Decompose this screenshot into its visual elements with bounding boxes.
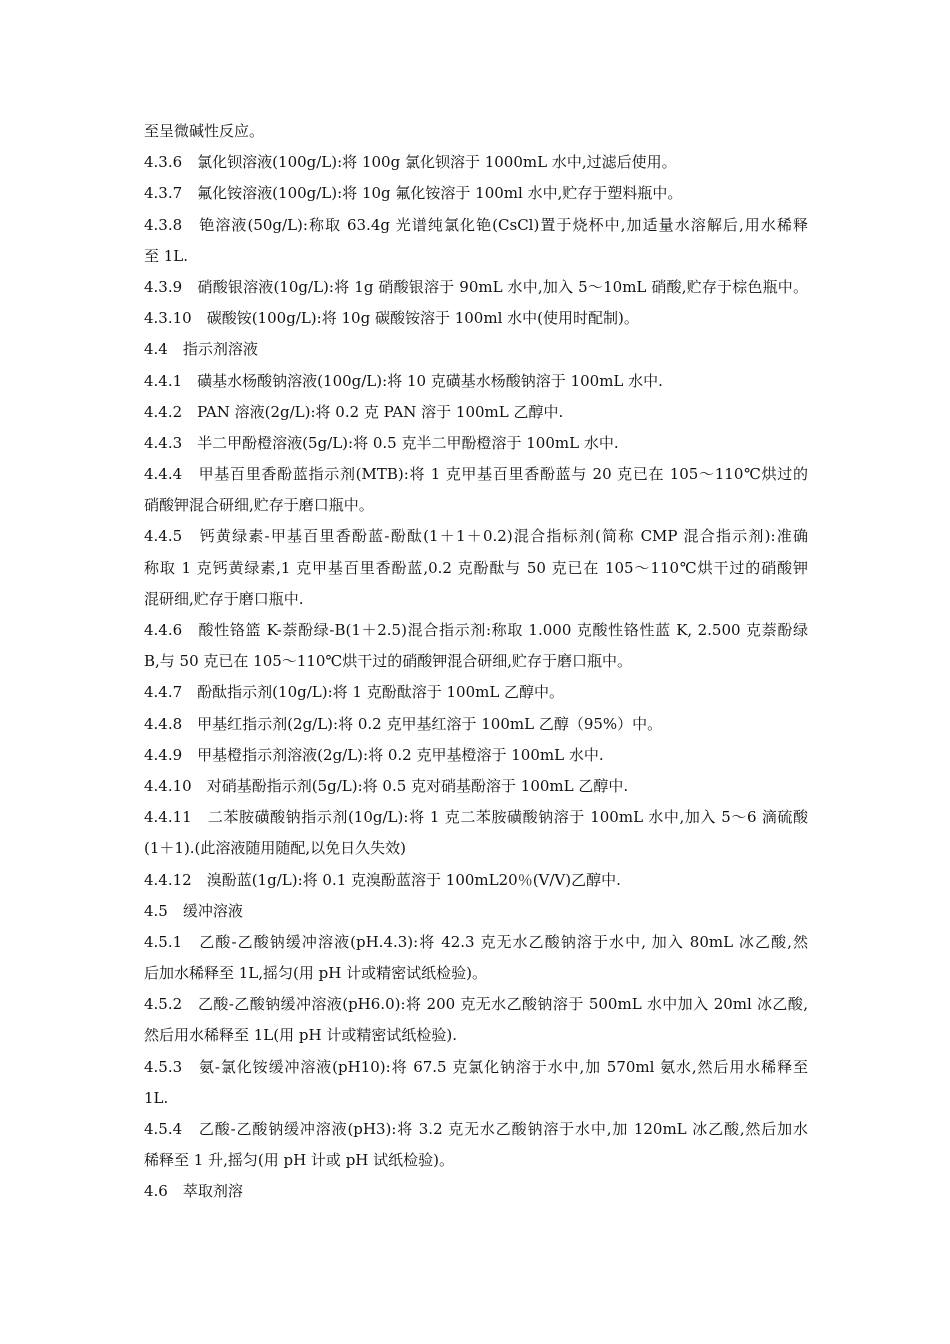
text-line: 4.5.3 氨-氯化铵缓冲溶液(pH10):将 67.5 克氯化钠溶于水中,加 570ml 氨水,然后用水稀释至 xyxy=(144,1057,808,1076)
text-line: 至呈微碱性反应。 xyxy=(144,122,265,140)
text-line: 4.4.2 PAN 溶液(2g/L):将 0.2 克 PAN 溶于 100mL 乙醇中. xyxy=(144,402,564,421)
text-line: 稀释至 1 升,摇匀(用 pH 计或 pH 试纸检验)。 xyxy=(144,1151,454,1170)
text-line: 称取 1 克钙黄绿素,1 克甲基百里香酚蓝,0.2 克酚酞与 50 克已在 105～110℃烘干过的硝酸钾 xyxy=(144,558,808,577)
document-body xyxy=(144,116,808,1208)
text-line: 4.4.6 酸性铬篮 K-萘酚绿-B(1＋2.5)混合指示剂:称取 1.000 克酸性铬性蓝 K, 2.500 克萘酚绿 xyxy=(144,621,808,639)
text-line: 4.3.8 铯溶液(50g/L):称取 63.4g 光谱纯氯化铯(CsCl)置于烧杯中,加适量水溶解后,用水稀释 xyxy=(144,215,808,234)
text-line: 4.4.4 甲基百里香酚蓝指示剂(MTB):将 1 克甲基百里香酚蓝与 20 克已在 105～110℃烘过的 xyxy=(144,465,808,484)
text-line: 4.5.4 乙酸-乙酸钠缓冲溶液(pH3):将 3.2 克无水乙酸钠溶于水中,加 120mL 冰乙酸,然后加水 xyxy=(144,1120,808,1138)
text-line: 4.3.7 氟化铵溶液(100g/L):将 10g 氟化铵溶于 100ml 水中,贮存于塑料瓶中。 xyxy=(144,184,683,203)
text-line: 后加水稀释至 1L,摇匀(用 pH 计或精密试纸检验)。 xyxy=(144,964,487,983)
text-line: 4.4.3 半二甲酚橙溶液(5g/L):将 0.5 克半二甲酚橙溶于 100mL 水中. xyxy=(144,433,619,452)
text-line: 4.4 指示剂溶液 xyxy=(144,340,258,359)
text-line: 4.5.1 乙酸-乙酸钠缓冲溶液(pH.4.3):将 42.3 克无水乙酸钠溶于水中, 加入 80mL 冰乙酸,然 xyxy=(144,932,808,951)
text-line: 混研细,贮存于磨口瓶中. xyxy=(144,589,304,608)
text-line: 4.3.9 硝酸银溶液(10g/L):将 1g 硝酸银溶于 90mL 水中,加入 5～10mL 硝酸,贮存于棕色瓶中。 xyxy=(144,277,808,296)
text-line: 硝酸钾混合研细,贮存于磨口瓶中。 xyxy=(144,496,374,515)
text-line: (1＋1).(此溶液随用随配,以免日久失效) xyxy=(144,839,407,858)
text-line: 4.4.5 钙黄绿素-甲基百里香酚蓝-酚酞(1＋1＋0.2)混合指标剂(简称 CMP 混合指示剂):准确 xyxy=(144,527,808,546)
text-line: 至 1L. xyxy=(144,246,189,265)
text-line: 4.4.12 溴酚蓝(1g/L):将 0.1 克溴酚蓝溶于 100mL20％(V/V)乙醇中. xyxy=(144,870,621,889)
text-line: 1L. xyxy=(144,1088,169,1107)
text-line: 4.4.10 对硝基酚指示剂(5g/L):将 0.5 克对硝基酚溶于 100mL 乙醇中. xyxy=(144,776,629,795)
text-line: 4.4.7 酚酞指示剂(10g/L):将 1 克酚酞溶于 100mL 乙醇中。 xyxy=(144,683,565,702)
text-line: 4.4.8 甲基红指示剂(2g/L):将 0.2 克甲基红溶于 100mL 乙醇（95%）中。 xyxy=(144,714,663,733)
text-line: B,与 50 克已在 105～110℃烘干过的硝酸钾混合研细,贮存于磨口瓶中。 xyxy=(144,652,632,671)
text-line: 4.3.6 氯化钡溶液(100g/L):将 100g 氯化钡溶于 1000mL 水中,过滤后使用。 xyxy=(144,153,677,172)
text-line: 4.6 萃取剂溶 xyxy=(144,1182,243,1201)
text-line: 4.5.2 乙酸-乙酸钠缓冲溶液(pH6.0):将 200 克无水乙酸钠溶于 500mL 水中加入 20ml 冰乙酸, xyxy=(144,995,808,1014)
text-line: 4.3.10 碳酸铵(100g/L):将 10g 碳酸铵溶于 100ml 水中(使用时配制)。 xyxy=(144,309,639,328)
text-line: 4.5 缓冲溶液 xyxy=(144,901,243,920)
text-line: 4.4.1 磺基水杨酸钠溶液(100g/L):将 10 克磺基水杨酸钠溶于 100mL 水中. xyxy=(144,371,663,390)
text-line: 然后用水稀释至 1L(用 pH 计或精密试纸检验). xyxy=(144,1026,457,1045)
text-line: 4.4.11 二苯胺磺酸钠指示剂(10g/L):将 1 克二苯胺磺酸钠溶于 100mL 水中,加入 5～6 滴硫酸 xyxy=(144,808,808,827)
text-line: 4.4.9 甲基橙指示剂溶液(2g/L):将 0.2 克甲基橙溶于 100mL 水中. xyxy=(144,745,604,764)
